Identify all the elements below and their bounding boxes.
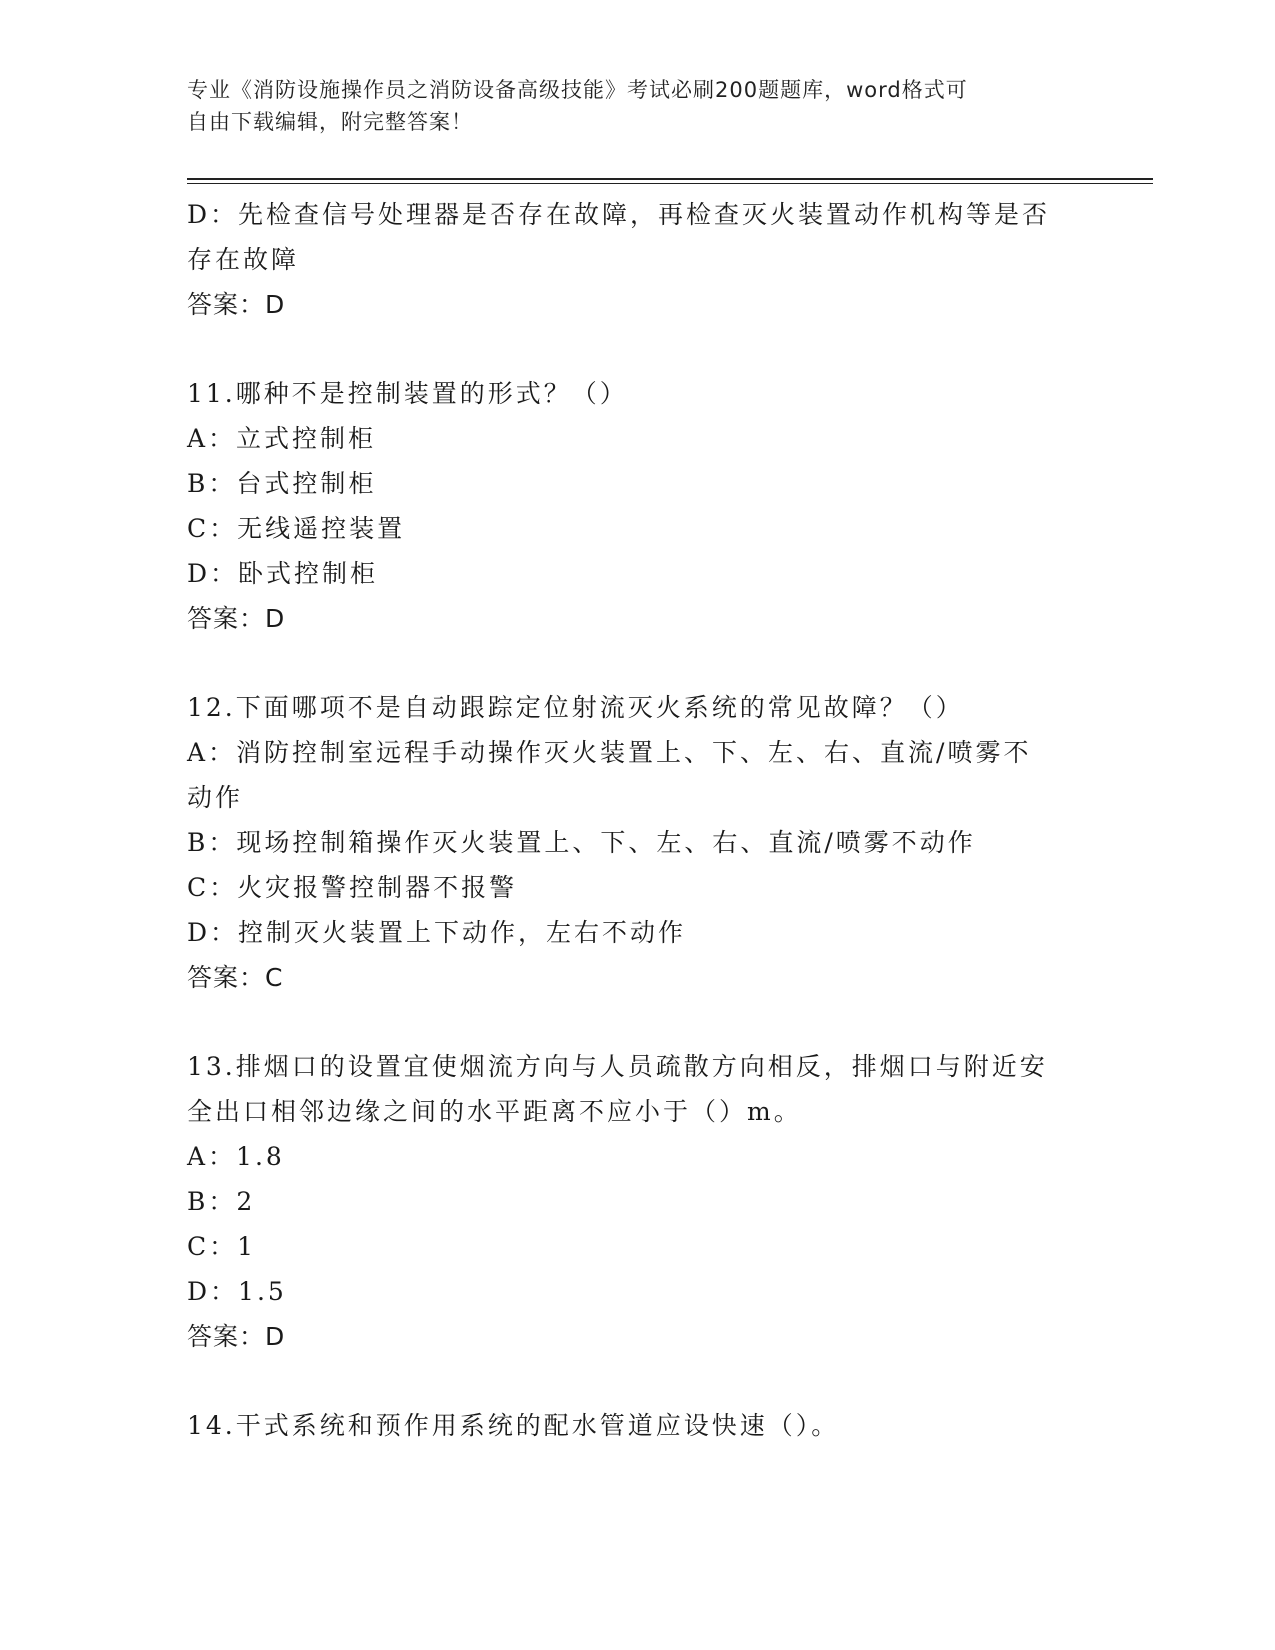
option-d-continued: 存在故障 (187, 245, 300, 274)
option-a: A：立式控制柜 (187, 424, 377, 453)
option-c: C：火灾报警控制器不报警 (187, 873, 518, 902)
question-10-tail (187, 192, 1087, 327)
spacer (187, 641, 1087, 685)
question-text: 12.下面哪项不是自动跟踪定位射流灭火系统的常见故障？（） (187, 693, 964, 722)
option-c: C：1 (187, 1232, 257, 1261)
question-text: 13.排烟口的设置宜使烟流方向与人员疏散方向相反，排烟口与附近安 (187, 1052, 1048, 1081)
option-d: D：先检查信号处理器是否存在故障，再检查灭火装置动作机构等是否 (187, 200, 1051, 229)
question-text: 14.干式系统和预作用系统的配水管道应设快速（）。 (187, 1411, 840, 1440)
option-c: C：无线遥控装置 (187, 514, 406, 543)
spacer (187, 1359, 1087, 1403)
document-header (187, 74, 1067, 138)
option-d: D：1.5 (187, 1277, 287, 1306)
header-line-1: 专业《消防设施操作员之消防设备高级技能》考试必刷200题题库，word格式可 (187, 78, 968, 102)
spacer (187, 327, 1087, 371)
header-line-2: 自由下载编辑，附完整答案！ (187, 110, 473, 134)
question-13 (187, 1044, 1087, 1359)
option-a: A：消防控制室远程手动操作灭火装置上、下、左、右、直流/喷雾不 (187, 738, 1032, 767)
option-b: B：台式控制柜 (187, 469, 377, 498)
answer: 答案：D (187, 1322, 286, 1351)
answer: 答案：D (187, 604, 286, 633)
answer: 答案：D (187, 290, 286, 319)
header-divider-thick (187, 178, 1153, 180)
option-b: B：2 (187, 1187, 256, 1216)
question-12 (187, 685, 1087, 1000)
option-d: D：卧式控制柜 (187, 559, 379, 588)
question-11 (187, 371, 1087, 641)
spacer (187, 1000, 1087, 1044)
option-d: D：控制灭火装置上下动作，左右不动作 (187, 918, 687, 947)
option-a-continued: 动作 (187, 783, 244, 812)
option-a: A：1.8 (187, 1142, 285, 1171)
question-14 (187, 1403, 1087, 1448)
question-text-continued: 全出口相邻边缘之间的水平距离不应小于（）m。 (187, 1097, 802, 1126)
header-divider-thin (187, 183, 1153, 184)
option-b: B：现场控制箱操作灭火装置上、下、左、右、直流/喷雾不动作 (187, 828, 976, 857)
answer: 答案：C (187, 963, 284, 992)
question-text: 11.哪种不是控制装置的形式？（） (187, 379, 628, 408)
document-body (187, 192, 1087, 1448)
